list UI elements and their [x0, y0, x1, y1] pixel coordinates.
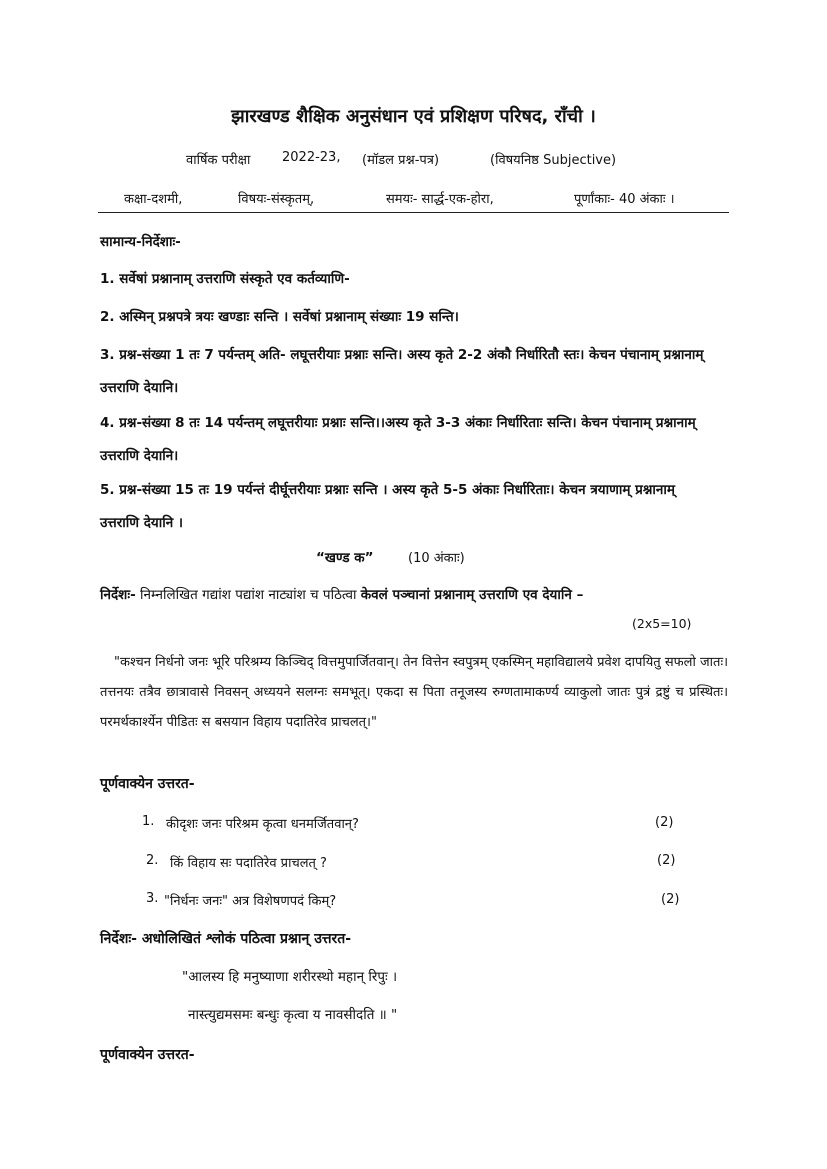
- full-marks-label: पूर्णांकाः- 40 अंकाः ।: [574, 192, 675, 207]
- shloka-line: "आलस्य हि मनुष्याणा शरीरस्थो महान् रिपुः ।: [182, 969, 398, 985]
- instruction-item: 1. सर्वेषां प्रश्नानाम् उत्तराणि संस्कृते एव कर्तव्याणि-: [100, 271, 350, 287]
- instruction-item: 3. प्रश्न-संख्या 1 तः 7 पर्यन्तम् अति- लघूत्तरीयाः प्रश्नाः सन्ति। अस्य कृते 2-2 अंकौ निर्धारितौ स्तः। केचन पंचानाम् प्रश्नानाम् उत्तराणि देयानि।: [100, 347, 704, 396]
- instruction-item: 2. अस्मिन् प्रश्नपत्रे त्रयः खण्डाः सन्ति । सर्वेषां प्रश्नानाम् संख्याः 19 सन्ति।: [100, 309, 459, 325]
- instructions-heading: सामान्य-निर्देशाः-: [100, 234, 181, 250]
- header-divider: [98, 212, 729, 213]
- direction-text: निम्नलिखित गद्यांश पद्यांश नाट्यांश च पठित्वा: [135, 587, 361, 603]
- question-marks: (2): [657, 853, 676, 868]
- class-label: कक्षा-दशमी,: [124, 192, 183, 207]
- direction-label: निर्देशः-: [100, 587, 136, 603]
- answer-heading: पूर्णवाक्येन उत्तरत-: [100, 1047, 195, 1063]
- question-text: कीदृशः जनः परिश्रम कृत्वा धनमर्जितवान्?: [166, 817, 359, 832]
- prose-passage: "कश्चन निर्धनो जनः भूरि परिश्रम्य किञ्चिद् वित्तमुपार्जितवान्। तेन वित्तेन स्वपुत्रम् एकस्मिन् महाविद्यालये प्रवेश दापयितु सफलो जातः। तत्तनयः तत्रैव छात्रावासे निवसन् अध्ययने सलग्नः समभूत्। एकदा स पिता तनूजस्य रुग्णतामाकर्ण्य व्याकुलो जातः पुत्रं द्रष्टुं च प्रस्थितः। परमर्थकार्श्येन पीडितः स बसयान विहाय पदातिरेव प्राचलत्।": [100, 655, 728, 730]
- time-label: समयः- सार्द्ध-एक-होरा,: [386, 192, 494, 207]
- question-marks: (2): [655, 815, 674, 830]
- page-title: झारखण्ड शैक्षिक अनुसंधान एवं प्रशिक्षण परिषद, राँची ।: [231, 106, 596, 127]
- question-marks: (2): [661, 892, 680, 907]
- subject-label: विषयः-संस्कृतम्,: [238, 192, 315, 207]
- exam-label: वार्षिक परीक्षा: [186, 153, 251, 168]
- question-text: किं विहाय सः पदातिरेव प्राचलत् ?: [170, 856, 327, 871]
- exam-year: 2022-23,: [282, 150, 341, 165]
- instruction-item: 4. प्रश्न-संख्या 8 तः 14 पर्यन्तम् लघूत्तरीयाः प्रश्नाः सन्ति।।अस्य कृते 3-3 अंकाः निर्धारिताः सन्ति। केचन पंचानाम् प्रश्नानाम् उत्तराणि देयानि।: [100, 415, 696, 464]
- question-text: "निर्धनः जनः" अत्र विशेषणपदं किम्?: [164, 894, 337, 909]
- question-number: 2.: [146, 853, 159, 868]
- question-number: 3.: [146, 891, 159, 906]
- direction-bold-text: केवलं पञ्चानां प्रश्नानाम् उत्तराणि एव देयानि –: [360, 587, 584, 603]
- shloka-direction: निर्देशः- अधोलिखितं श्लोकं पठित्वा प्रश्नान् उत्तरत-: [100, 931, 352, 947]
- question-number: 1.: [142, 814, 155, 829]
- model-paper-label: (मॉडल प्रश्न-पत्र): [362, 153, 440, 168]
- section-direction: [100, 580, 700, 611]
- answer-heading: पूर्णवाक्येन उत्तरत-: [100, 776, 195, 792]
- section-title: “खण्ड क”: [316, 550, 374, 566]
- paper-type-label: (विषयनिष्ठ Subjective): [490, 153, 617, 168]
- section-marks: (10 अंकाः): [408, 551, 465, 566]
- shloka-line: नास्त्युद्यमसमः बन्धुः कृत्वा य नावसीदति ॥ ": [188, 1007, 398, 1023]
- direction-marks: (2x5=10): [632, 616, 692, 631]
- instruction-item: 5. प्रश्न-संख्या 15 तः 19 पर्यन्तं दीर्घूत्तरीयाः प्रश्नाः सन्ति । अस्य कृते 5-5 अंकाः निर्धारिताः। केचन त्रयाणाम् प्रश्नानाम् उत्तराणि देयानि ।: [100, 482, 675, 531]
